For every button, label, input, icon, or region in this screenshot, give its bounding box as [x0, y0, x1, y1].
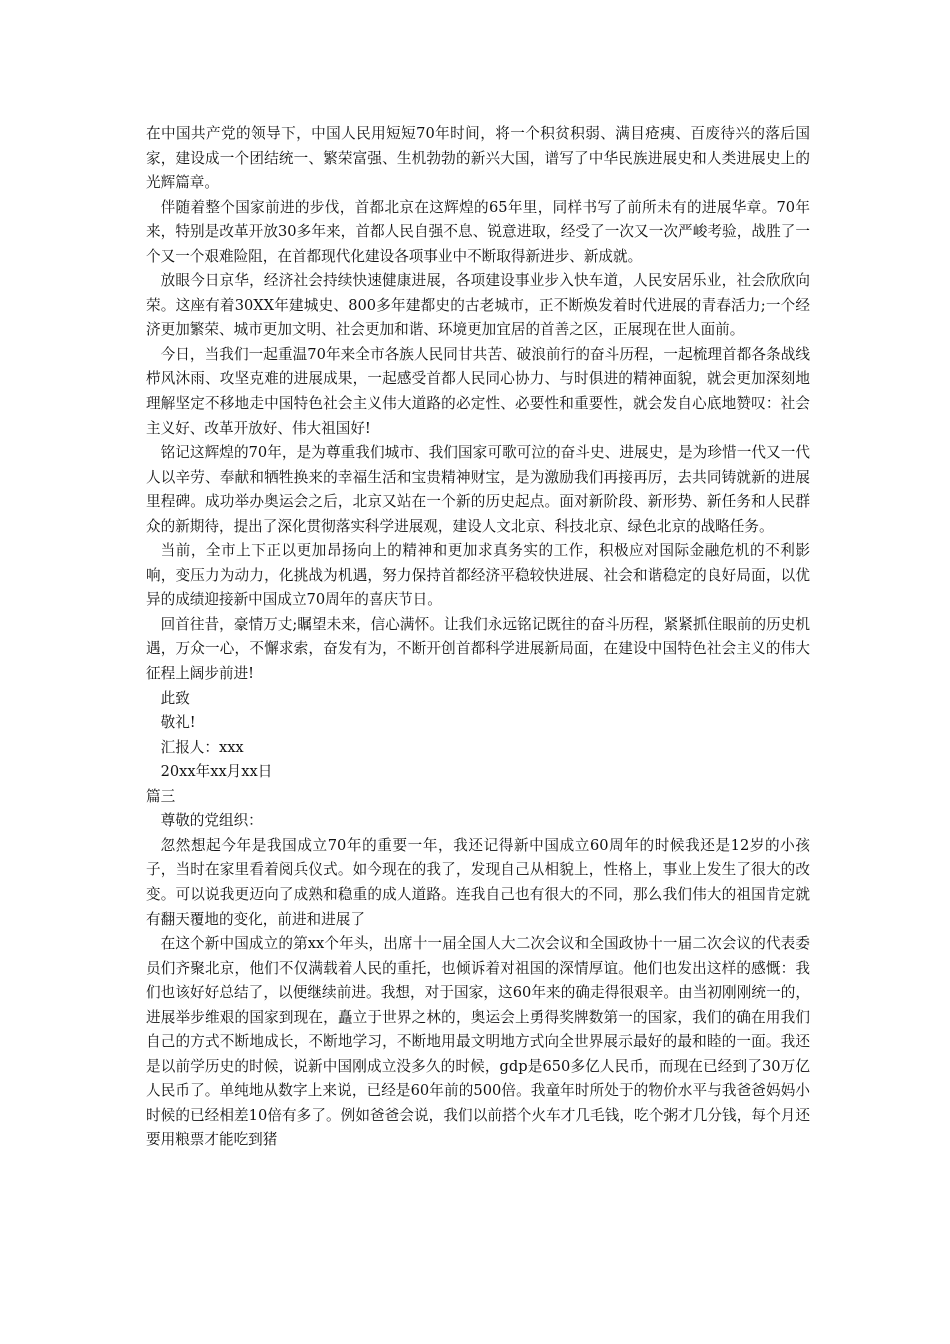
paragraph-7: 回首往昔，豪情万丈;瞩望未来，信心满怀。让我们永远铭记既往的奋斗历程，紧紧抓住眼前的历史机遇，万众一心，不懈求索，奋发有为，不断开创首都科学进展新局面，在建设中国特色社会主义的伟大征程上阔步前进! [146, 615, 810, 683]
salutation: 尊敬的党组织： [160, 812, 263, 830]
date-line: 20xx年xx月xx日 [160, 763, 273, 781]
paragraph-4: 今日，当我们一起重温70年来全市各族人民同甘共苦、破浪前行的奋斗历程，一起梳理首都各条战线栉风沐雨、攻坚克难的进展成果，一起感受首都人民同心协力、与时俱进的精神面貌，就会更加深刻地理解坚定不移地走中国特色社会主义伟大道路的必定性、必要性和重要性，就会发自心底地赞叹：社会主义好、改革开放好、伟大祖国好! [146, 345, 810, 437]
closing-ci-zhi: 此致 [160, 689, 190, 707]
paragraph-3: 放眼今日京华，经济社会持续快速健康进展，各项建设事业步入快车道，人民安居乐业，社会欣欣向荣。这座有着30XX年建城史、800多年建都史的古老城市，正不断焕发着时代进展的青春活力;一个经济更加繁荣、城市更加文明、社会更加和谐、环境更加宜居的首善之区，正展现在世人面前。 [146, 272, 810, 339]
reporter-line: 汇报人：xxx [160, 738, 244, 756]
paragraph-6: 当前，全市上下正以更加昂扬向上的精神和更加求真务实的工作，积极应对国际金融危机的不利影响，变压力为动力，化挑战为机遇，努力保持首都经济平稳较快进展、社会和谐稳定的良好局面，以优异的成绩迎接新中国成立70周年的喜庆节日。 [146, 542, 810, 609]
paragraph-2: 伴随着整个国家前进的步伐，首都北京在这辉煌的65年里，同样书写了前所未有的进展华章。70年来，特别是改革开放30多年来，首都人民自强不息、锐意进取，经受了一次又一次严峻考验，战胜了一个又一个艰难险阻，在首都现代化建设各项事业中不断取得新进步、新成就。 [146, 198, 810, 265]
paragraph-5: 铭记这辉煌的70年，是为尊重我们城市、我们国家可歌可泣的奋斗史、进展史，是为珍惜一代又一代人以辛劳、奉献和牺牲换来的幸福生活和宝贵精神财宝，是为激励我们再接再厉，去共同铸就新的进展里程碑。成功举办奥运会之后，北京又站在一个新的历史起点。面对新阶段、新形势、新任务和人民群众的新期待，提出了深化贯彻落实科学进展观，建设人文北京、科技北京、绿色北京的战略任务。 [146, 444, 810, 535]
paragraph-8: 忽然想起今年是我国成立70年的重要一年，我还记得新中国成立60周年的时候我还是12岁的小孩子，当时在家里看着阅兵仪式。如今现在的我了，发现自己从相貌上，性格上，事业上发生了很大的改变。可以说我更迈向了成熟和稳重的成人道路。连我自己也有很大的不同，那么我们伟大的祖国肯定就有翻天覆地的变化，前进和进展了 [146, 836, 810, 928]
section-title: 篇三 [146, 787, 176, 805]
document-page [146, 122, 810, 1153]
paragraph-1: 在中国共产党的领导下，中国人民用短短70年时间，将一个积贫积弱、满目疮痍、百废待兴的落后国家，建设成一个团结统一、繁荣富强、生机勃勃的新兴大国，谱写了中华民族进展史和人类进展史上的光辉篇章。 [146, 125, 810, 192]
closing-jing-li: 敬礼! [160, 714, 196, 732]
paragraph-9: 在这个新中国成立的第xx个年头，出席十一届全国人大二次会议和全国政协十一届二次会议的代表委员们齐聚北京，他们不仅满载着人民的重托，也倾诉着对祖国的深情厚谊。他们也发出这样的感慨：我们也该好好总结了，以便继续前进。我想，对于国家，这60年来的确走得很艰辛。由当初刚刚统一的，进展举步维艰的国家到现在，矗立于世界之林的，奥运会上勇得奖牌数第一的国家，我们的确在用我们自己的方式不断地成长，不断地学习，不断地用最文明地方式向全世界展示最好的最和睦的一面。我还是以前学历史的时候，说新中国刚成立没多久的时候，gdp是650多亿人民币，而现在已经到了30万亿人民币了。单纯地从数字上来说，已经是60年前的500倍。我童年时所处于的物价水平与我爸爸妈妈小时候的已经相差10倍有多了。例如爸爸会说，我们以前搭个火车才几毛钱，吃个粥才几分钱，每个月还要用粮票才能吃到猪 [146, 935, 810, 1149]
